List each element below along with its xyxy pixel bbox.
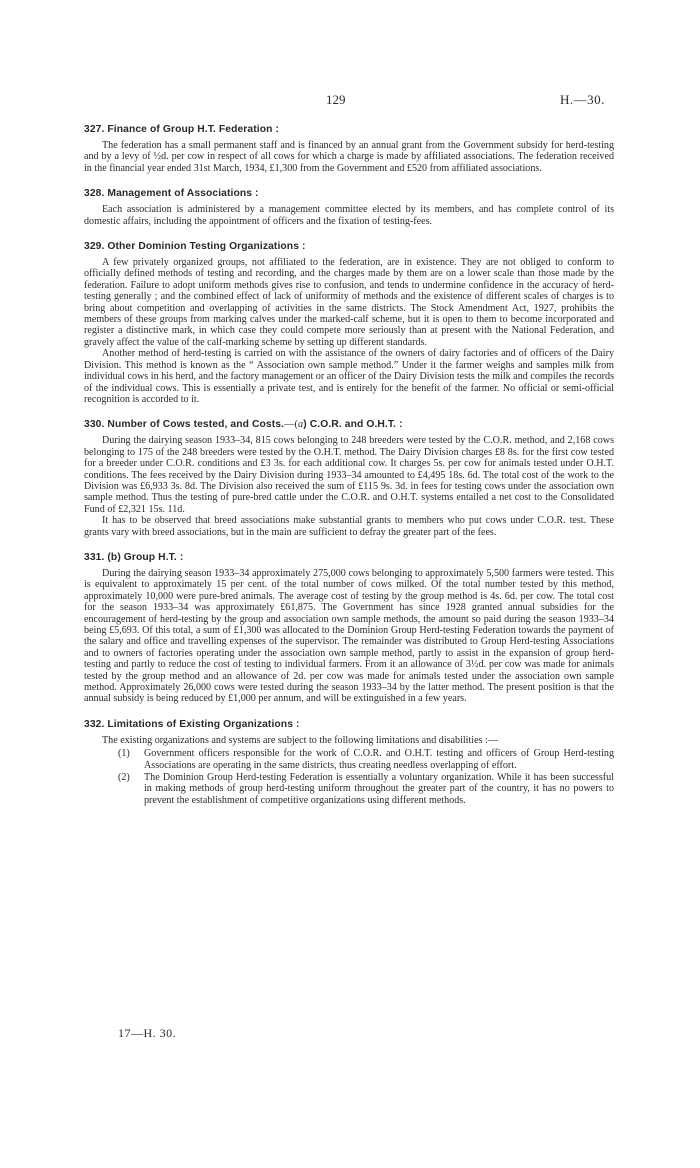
paragraph: It has to be observed that breed associations make substantial grants to members who put cows under C.O.R. test. These grants vary with breed associations, but in the main are sufficient to defray the greater part of the fees.	[84, 515, 614, 538]
section-heading: 332. Limitations of Existing Organizations :	[84, 718, 300, 730]
paragraph: The existing organizations and systems are subject to the following limitations and disabilities :—	[102, 734, 498, 746]
page-header	[0, 92, 700, 110]
section-heading-letter: a	[298, 419, 304, 431]
section-heading: 327. Finance of Group H.T. Federation :	[84, 124, 279, 135]
section-heading-suffix: ) C.O.R. and O.H.T. :	[303, 419, 403, 431]
page-footer-signature: 17—H. 30.	[118, 1026, 177, 1040]
section-heading: 328. Management of Associations :	[84, 188, 259, 200]
paragraph: Another method of herd-testing is carried on with the assistance of the owners of dairy factories and of officers of the Dairy Division. This method is known as the “ Association own sample method.” Under it the farmer weighs and samples milk from individual cows in his herd, and the factory management or an officer of the Dairy Division tests the milk and compiles the records of the individual cows. This is essentially a private test, and is entirely for the benefit of the farmer. No official or semi-official recognition is accorded to it.	[84, 348, 614, 405]
paragraph: The federation has a small permanent staff and is financed by an annual grant from the Government subsidy for herd-testing and by a levy of ½d. per cow in respect of all cows for which a charge is made by affiliated associations. The federation received in the financial year ended 31st March, 1934, £1,300 from the Government and £520 from affiliated associations.	[84, 140, 614, 174]
section-332	[84, 719, 614, 806]
document-reference: H.—30.	[560, 92, 605, 107]
paragraph: A few privately organized groups, not affiliated to the federation, are in existence. They are not obliged to conform to officially defined methods of testing and recording, and the charges made by them are on a lower scale than those made by the federation. Failure to adopt uniform methods gives rise to confusion, and tends to undermine confidence in the accuracy of herd-testing generally ; and the combined effect of lack of uniformity of methods and the existence of different scales of charges is to bring about competition and overlapping of activities in the same districts. The Stock Amendment Act, 1927, prohibits the members of these groups from marking calves under the marked-calf scheme, but it is open to them to become incorporated and register a distinctive mark, in which case they could compete more seriously than at present with the National Federation, and gravely affect the value of the calf-marking scheme by setting up different standards.	[84, 257, 614, 348]
list-item	[84, 772, 614, 806]
section-331	[84, 552, 614, 705]
section-329	[84, 241, 614, 405]
section-heading-prefix: —(	[284, 419, 298, 431]
section-327	[84, 124, 614, 174]
list-item-number: (1)	[118, 748, 130, 760]
list-item-text: Government officers responsible for the work of C.O.R. and O.H.T. testing and officers of Group Herd-testing Associations are operating in the same districts, thus creating needless overlapping of effort.	[144, 748, 614, 771]
section-heading	[84, 419, 614, 430]
section-heading: 329. Other Dominion Testing Organizations :	[84, 241, 306, 253]
paragraph: During the dairying season 1933–34, 815 cows belonging to 248 breeders were tested by the C.O.R. method, and 2,168 cows belonging to 175 of the 248 breeders were tested by the O.H.T. method. The Dairy Division charges £8 8s. for the first cow tested for a breeder under C.O.R. conditions and £3 3s. for each additional cow. It charges 5s. per cow for animals tested under O.H.T. conditions. The fees received by the Dairy Division during 1933–34 amounted to £4,495 18s. 6d. The total cost of the work to the Division was £6,933 3s. 8d. The Division also received the sum of £115 9s. 3d. in fees for testing cows under the association own sample method. Thus the testing of pure-bred cattle under the C.O.R. and O.H.T. systems entailed a net cost to the Consolidated Fund of £2,321 15s. 11d.	[84, 435, 614, 515]
paragraph: During the dairying season 1933–34 approximately 275,000 cows belonging to approximately 5,500 farmers were tested. This is equivalent to approximately 15 per cent. of the total number of cows milked. Of the total number tested by this method, approximately 10,000 were pure-bred animals. The average cost of testing by the group method is 4s. 6d. per cow. The total cost for the season 1933–34 was approximately £61,875. The Government has since 1928 granted annual subsidies for the encouragement of herd-testing by the group and association own sample methods, the amount so paid during the season 1933–34 being £5,693. Of this total, a sum of £1,300 was allocated to the Dominion Group Herd-testing Federation towards the payment of the salary and office and travelling expenses of the supervisor. The remainder was distributed to Group Herd-testing Associations and to owners of factories operating under the association own sample method, partly to assist in the expansion of group herd-testing and partly to reduce the cost of testing to individual farmers. From it an allowance of 3½d. per cow was made for animals tested by the group method and an allowance of 2d. per cow was made for animals tested under the association own sample method. Approximately 26,000 cows were tested during the season 1933–34 by the latter method. The present position is that the annual subsidy is being reduced by £1,000 per annum, and will be extinguished in a few years.	[84, 567, 614, 705]
section-heading: 331. (b) Group H.T. :	[84, 551, 184, 563]
section-330	[84, 419, 614, 538]
section-328	[84, 188, 614, 227]
limitations-list	[84, 748, 614, 806]
list-item-text: The Dominion Group Herd-testing Federation is essentially a voluntary organization. While it has been successful in making methods of group herd-testing uniform throughout the greater part of the country, it has no powers to prevent the establishment of competitive organizations using different methods.	[144, 772, 614, 806]
list-item-number: (2)	[118, 772, 130, 784]
paragraph: Each association is administered by a management committee elected by its members, and has complete control of its domestic affairs, including the appointment of officers and the fixation of testing-fees.	[84, 204, 614, 227]
list-item	[84, 748, 614, 771]
section-heading-main: 330. Number of Cows tested, and Costs.	[84, 419, 285, 431]
page-content	[84, 124, 614, 820]
page-number: 129	[326, 92, 346, 107]
